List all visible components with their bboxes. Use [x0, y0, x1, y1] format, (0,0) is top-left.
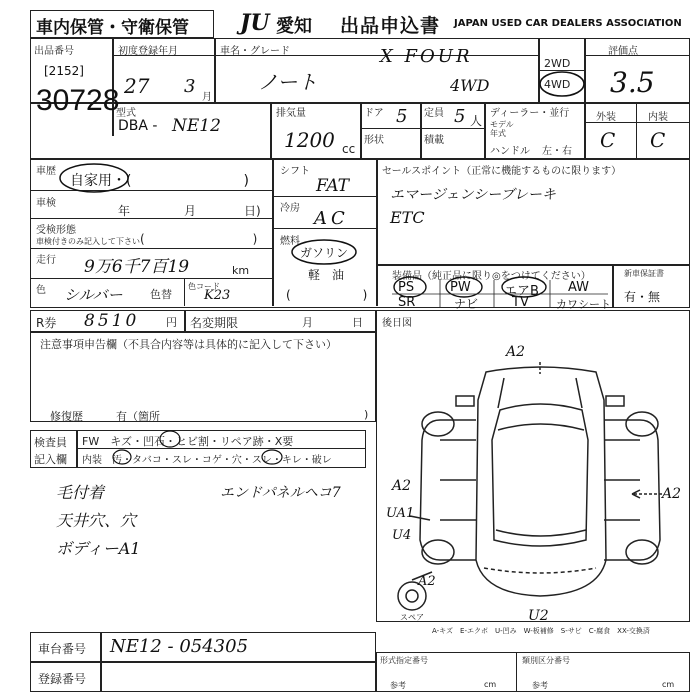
damage-left-u4: U4 — [392, 528, 412, 543]
repair-value: 有（箇所 — [116, 410, 160, 423]
exterior-value: C — [600, 128, 616, 152]
inspector-row1: FW キズ・凹石・ヒビ割・リペア跡・X要 — [82, 435, 294, 448]
interior-label: 内装 — [648, 112, 668, 123]
rating-value: 3.5 — [610, 66, 655, 99]
selling-point-1: エマージェンシーブレーキ — [390, 187, 556, 203]
fuel-paren: ( ) — [286, 288, 368, 302]
car-grade-value: X FOUR — [380, 46, 473, 67]
aircon-label: 冷房 — [280, 203, 300, 214]
shape-label: 形状 — [364, 135, 384, 146]
chassis-value: NE12 - 054305 — [110, 636, 249, 657]
model-year-label: モデル年式 — [490, 120, 514, 138]
drive-2wd: 2WD — [544, 57, 571, 70]
damage-right: A2 — [662, 486, 682, 502]
handle-options: 左・右 — [542, 146, 572, 157]
capacity-label: 定員 — [424, 108, 444, 119]
association-name: JAPAN USED CAR DEALERS ASSOCIATION — [454, 18, 682, 29]
history-value: 自家用・( ) — [70, 173, 249, 189]
shift-value: FAT — [316, 176, 350, 196]
warranty-value: 有・無 — [624, 290, 661, 304]
damage-rear-left: A2 — [418, 574, 436, 589]
car-name-label: 車名・グレード — [220, 46, 290, 57]
doors-value: 5 — [396, 106, 408, 127]
equipment-label: 装備品（純正品に限り◎をつけてください） — [392, 271, 591, 282]
history-label: 車歴 — [36, 166, 56, 177]
tax-day-unit: 日 — [352, 316, 363, 329]
warranty-label: 新車保証書 — [624, 269, 664, 278]
inspector-label: 検査員 — [34, 436, 67, 449]
displacement-unit: cc — [342, 142, 356, 156]
capacity-value: 5 — [454, 106, 466, 127]
recycle-unit: 円 — [166, 316, 177, 329]
memo-1: 毛付着 — [56, 483, 105, 502]
equip-navi: ナビ — [454, 297, 479, 311]
inspection-label: 車検 — [36, 198, 56, 209]
damage-left-a2: A2 — [392, 478, 412, 494]
after-label: 後日図 — [382, 318, 412, 329]
equip-airbag: エアB — [504, 284, 539, 299]
damage-left-ua1: UA1 — [386, 506, 415, 521]
receipt-note: 車検付きのみ記入して下さい — [36, 237, 140, 246]
recycle-value: 8510 — [84, 311, 140, 331]
memo-4: エンドパネルヘコ7 — [220, 485, 341, 501]
tax-label: 名変期限 — [190, 316, 239, 330]
registration-year: 27 — [124, 74, 150, 98]
selling-points-label: セールスポイント（正常に機能するものに限ります） — [382, 166, 622, 177]
damage-rear: U2 — [528, 608, 549, 624]
color-tone-label: 色替 — [150, 288, 172, 301]
selling-point-2: ETC — [390, 208, 425, 227]
mileage-unit: km — [232, 264, 250, 277]
model-label: 型式 — [116, 108, 136, 119]
equip-aw: AW — [568, 280, 590, 295]
form-number-unit: cm — [484, 680, 497, 689]
model-prefix: DBA - — [118, 118, 158, 134]
handle-label: ハンドル — [490, 146, 530, 157]
loading-label: 積載 — [424, 135, 444, 146]
class-number-ref: 参考 — [532, 681, 548, 690]
capacity-unit: 人 — [470, 114, 483, 128]
recycle-label: R券 — [36, 316, 57, 330]
storage-label: 車内保管・守衛保管 — [36, 18, 189, 38]
drive-4wd: 4WD — [544, 78, 571, 91]
car-drive-value: 4WD — [450, 76, 490, 95]
rating-label: 評価点 — [608, 46, 638, 57]
ju-logo: JU — [240, 10, 270, 36]
equip-tv: TV — [512, 295, 529, 310]
dealer-label: ディーラー・並行 — [490, 108, 570, 119]
fuel-diesel: 軽 油 — [308, 268, 345, 282]
inspection-day-unit: 日) — [244, 204, 261, 218]
registration-month-unit: 月 — [202, 92, 212, 103]
mileage-label: 走行 — [36, 255, 56, 266]
notes-label: 注意事項申告欄（不具合内容等は具体的に記入して下さい） — [40, 338, 337, 351]
inspection-year-unit: 年 — [118, 204, 131, 218]
inspection-month-unit: 月 — [184, 204, 197, 218]
equip-sr: SR — [398, 295, 416, 310]
equip-pw: PW — [450, 280, 471, 295]
mileage-value: 9万6千7百19 — [84, 257, 190, 277]
lot-label: 出品番号 — [34, 46, 74, 57]
equip-ps: PS — [398, 280, 415, 295]
receipt-paren: ( ) — [140, 232, 258, 246]
color-code-label: 色コード — [188, 282, 220, 291]
damage-legend: A-キズ E-エクボ U-凹み W-板補修 S-サビ C-腐食 XX-交換済 — [432, 627, 650, 635]
doc-title: 出品申込書 — [340, 15, 441, 37]
receipt-label: 受検形態 — [36, 225, 76, 236]
fuel-gasoline: ガソリン — [300, 246, 349, 260]
aircon-value: AC — [314, 208, 349, 229]
form-number-ref: 参考 — [390, 681, 406, 690]
org-name: 愛知 — [276, 16, 312, 37]
car-name-value: ノート — [258, 70, 318, 94]
color-label: 色 — [36, 285, 46, 296]
equip-wseat: カワシート — [556, 298, 611, 311]
model-code: NE12 — [172, 116, 221, 136]
registration-month: 3 — [184, 76, 196, 97]
color-code-value: K23 — [204, 288, 231, 303]
chassis-label: 車台番号 — [38, 642, 87, 656]
class-number-unit: cm — [662, 680, 675, 689]
doors-label: ドア — [364, 108, 384, 119]
displacement-label: 排気量 — [276, 108, 306, 119]
interior-value: C — [650, 128, 666, 152]
form-number-label: 形式指定番号 — [380, 656, 428, 665]
class-number-label: 類別区分番号 — [522, 656, 570, 665]
damage-front: A2 — [506, 344, 526, 360]
tax-month-unit: 月 — [302, 316, 313, 329]
color-value: シルバー — [64, 286, 123, 304]
repair-label: 修復歴 — [50, 410, 83, 423]
spare-label: スペア — [400, 613, 424, 622]
displacement-value: 1200 — [284, 128, 335, 152]
exterior-label: 外装 — [596, 112, 616, 123]
memo-2: 天井穴、穴 — [56, 511, 137, 530]
lot-number: 30728 — [36, 84, 120, 117]
shift-label: シフト — [280, 166, 310, 177]
fuel-label: 燃料 — [280, 236, 300, 247]
registration-label: 初度登録年月 — [118, 46, 178, 57]
inspector-entry-label: 記入欄 — [34, 453, 67, 466]
reg-number-label: 登録番号 — [38, 672, 87, 686]
memo-3: ボディーA1 — [56, 539, 141, 558]
lot-sub-number: [2152] — [44, 64, 84, 78]
inspector-row2: 内装 汚・タバコ・スレ・コゲ・穴・スレ・キレ・破レ — [82, 455, 332, 466]
